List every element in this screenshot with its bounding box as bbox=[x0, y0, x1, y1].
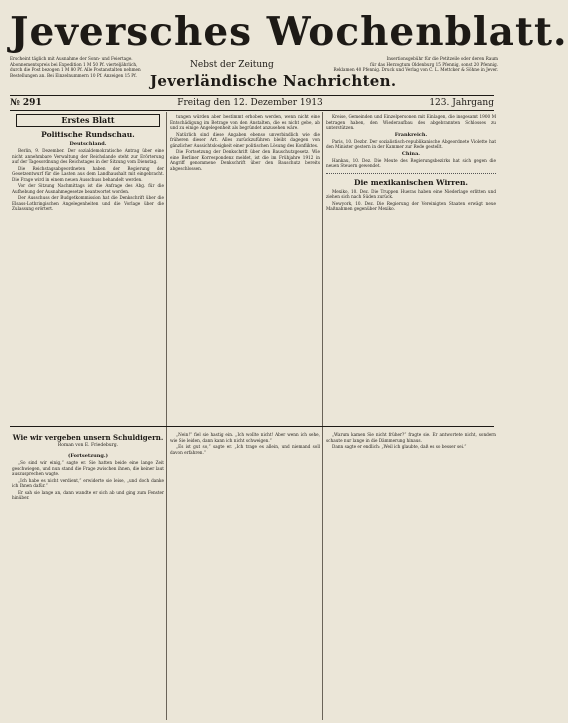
feuilleton-rule bbox=[10, 426, 494, 427]
nebst-label: Nebst der Zeitung bbox=[190, 60, 274, 70]
info-line: Reklamen 40 Pfennig. Druck und Verlag von C. L. Mettcker & Söhne in Jever. bbox=[333, 67, 498, 72]
masthead-title: Jeversches Wochenblatt. bbox=[10, 9, 568, 55]
article-paragraph: Mexiko, 10. Dez. Die Truppen Hueras haben eine Niederlage erlitten und ziehen sich nach Süden zurück. bbox=[326, 188, 496, 200]
article-paragraph: Newyork, 10. Dez. Die Regierung der Vereinigten Staaten erwägt neue Maßnahmen gegenüber Mexiko. bbox=[326, 200, 496, 212]
section-box-erstes-blatt: Erstes Blatt bbox=[16, 114, 160, 127]
article-paragraph: Natürlich sind diese Angaben ebenso unverbindlich wie die früheren dieser Art. Alles zurückzuführen bleibt dagegen von gänzlicher Aussichtslosigkeit einer politischen Lösung des Konfliktes. bbox=[170, 131, 320, 148]
column-2 bbox=[170, 114, 320, 172]
subsection-china: China. bbox=[401, 150, 421, 157]
story-paragraph: „Es ist gut so,“ sagte er. „Ich trage es allein, und niemand soll davon erfahren.“ bbox=[170, 444, 320, 455]
article-paragraph: Vor der Sitzung Nachmittags ist die Anfrage des Abg. für die Aufhebung der Ausnahmegesetze beantwortet worden. bbox=[12, 183, 164, 194]
section-heading-mexico: Die mexikanischen Wirren. bbox=[353, 177, 469, 187]
story-paragraph: „Nein!“ fiel sie hastig ein. „Ich wollte nicht! Aber wenn ich sehe, wie Sie leiden, dann kann ich nicht schweigen.“ bbox=[170, 432, 320, 443]
issue-number: № 291 bbox=[10, 98, 42, 108]
column-separator bbox=[322, 112, 323, 720]
article-paragraph: Die Fortsetzung der Denkschrift über den Bauschutzgesetz. Wie eine Berliner Korrespondenz meldet, ist die im Frühjahre 1912 in Angriff genommene Denkschrift über den Bauschutz bereits abgeschlossen. bbox=[170, 149, 320, 171]
feuilleton-column-1 bbox=[12, 452, 164, 502]
story-paragraph: „Ich habe es nicht verdient,“ erwiderte sie leise, „und doch danke ich Ihnen dafür.“ bbox=[12, 477, 164, 489]
section-heading-politics: Politische Rundschau. bbox=[41, 130, 135, 139]
feuilleton-note: (Fortsetzung.) bbox=[68, 453, 108, 459]
article-paragraph: Der Ausschuss der Budgetkommission hat die Denkschrift über die Elsass-Lothringischen Angelegenheiten und die Vorlage über die Zulassung erörtert. bbox=[12, 195, 164, 212]
masthead-subtitle: Jeverländische Nachrichten. bbox=[150, 72, 397, 90]
subscription-info bbox=[10, 56, 165, 78]
info-line: durch die Post bezogen 1 M 80 Pf. Alle Postanstalten nehmen bbox=[10, 67, 141, 72]
feuilleton-title: Wie wir vergeben unsern Schuldigern. bbox=[12, 433, 164, 442]
info-line: Insertionsgebühr für die Petitzeile oder deren Raum bbox=[386, 56, 498, 61]
article-paragraph: Die Reichstagsabgeordneten haben der Regierung der Gesetzentwurf für die Lasten aus dem Landhaushalt mit eingebracht. Die Frage wird in einem neuen Ausschuss behandelt werden. bbox=[12, 165, 164, 182]
info-line: Bestellungen an. Bei Einzelnummern 10 Pf. Anzeigen 15 Pf. bbox=[10, 72, 137, 78]
subsection-germany: Deutschland. bbox=[69, 141, 107, 147]
story-paragraph: „So sind wir einig,“ sagte er. Sie hatten beide eine lange Zeit geschwiegen, und nun stand die Frage zwischen ihnen, die keiner laut auszusprechen wagte. bbox=[12, 460, 164, 477]
article-paragraph: Kreise, Gemeinden und Einzelpersonen mit Einlagen, die insgesamt 1900 M betragen haben, den Wiederaufbau des abgebrannten Schlosses zu unterstützen. bbox=[326, 114, 496, 131]
article-paragraph: Hankau, 10. Dez. Die Meute des Regierungsbezirks hat sich gegen die neuen Steuern gewendet. bbox=[326, 157, 496, 169]
volume-year: 123. Jahrgang bbox=[429, 98, 494, 108]
column-1 bbox=[12, 114, 164, 213]
column-3 bbox=[326, 114, 496, 213]
advertising-info bbox=[320, 56, 498, 73]
article-paragraph: tungen würden aber bestimmt erhoben werden, wenn nicht eine Entschädigung im Betrage von den Anstalten, die es nicht gebe, ab und zu einige Angelegenheit als begründet anzusehen wäre. bbox=[170, 114, 320, 131]
feuilleton-column-2 bbox=[170, 432, 320, 456]
story-paragraph: Dann sagte er endlich: „Weil ich glaubte, daß es so besser sei.“ bbox=[332, 444, 467, 450]
column-separator bbox=[166, 112, 167, 720]
header-rule-top bbox=[10, 95, 494, 96]
subsection-france: Frankreich. bbox=[394, 131, 428, 138]
divider bbox=[326, 173, 496, 174]
article-paragraph: Berlin, 9. Dezember. Der sozialdemokratische Antrag über eine nicht annehmbare Verwaltung der Reichslande steht zur Erörterung auf der Tagesordnung des Reichstages in der Sitzung vom Dienstag. bbox=[12, 148, 164, 165]
story-paragraph: Er sah sie lange an, dann wandte er sich ab und ging zum Fenster hinüber. bbox=[12, 489, 164, 501]
dateline bbox=[10, 98, 494, 110]
issue-date: Freitag den 12. Dezember 1913 bbox=[177, 98, 323, 108]
info-line: für das Herzogtum Oldenburg 15 Pfennig, sonst 20 Pfennig. bbox=[370, 61, 498, 67]
article-paragraph: Paris, 10. Dezbr. Der sozialistisch-republikanische Abgeordnete Violette hat den Minister gestern in der Kammer zur Rede gestellt. bbox=[326, 138, 496, 150]
info-line: Erscheint täglich mit Ausnahme der Sonn- und Feiertage. bbox=[10, 56, 133, 61]
feuilleton-byline: Roman von E. Friedeburg. bbox=[57, 443, 119, 448]
info-line: Abonnementspreis bei Expedition 1 M 50 Pf. vierteljährlich, bbox=[10, 61, 138, 67]
story-paragraph: „Warum kamen Sie nicht früher?“ fragte sie. Er antwortete nicht, sondern schaute nur lange in die Dämmerung hinaus. bbox=[326, 432, 496, 443]
header-rule-bottom bbox=[10, 110, 494, 111]
feuilleton-column-3 bbox=[326, 432, 496, 451]
